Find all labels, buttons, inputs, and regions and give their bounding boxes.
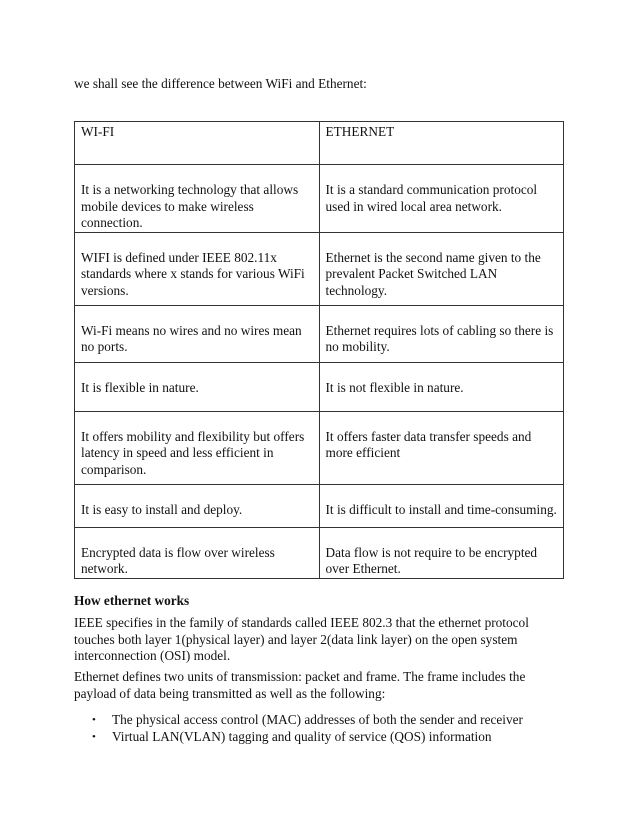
wifi-cell: It is easy to install and deploy. xyxy=(75,484,320,527)
bullet-list xyxy=(74,712,569,746)
table-row xyxy=(75,362,564,411)
bullet-icon: • xyxy=(92,731,96,743)
header-ethernet: ETHERNET xyxy=(319,122,564,165)
table-row xyxy=(75,484,564,527)
ethernet-cell: It is difficult to install and time-consuming. xyxy=(319,484,564,527)
wifi-cell: It is a networking technology that allows mobile devices to make wireless connection. xyxy=(75,165,320,233)
list-item xyxy=(74,712,569,729)
section-heading: How ethernet works xyxy=(74,593,190,608)
ethernet-cell: It is a standard communication protocol used in wired local area network. xyxy=(319,165,564,233)
table-row xyxy=(75,411,564,484)
wifi-cell: Encrypted data is flow over wireless network. xyxy=(75,527,320,578)
paragraph: Ethernet defines two units of transmission: packet and frame. The frame includes the payload of data being transmitted as well as the following: xyxy=(74,669,526,701)
header-wifi: WI-FI xyxy=(75,122,320,165)
ethernet-cell: It is not flexible in nature. xyxy=(319,362,564,411)
intro-text: we shall see the difference between WiFi and Ethernet: xyxy=(74,76,367,91)
list-item-text: Virtual LAN(VLAN) tagging and quality of service (QOS) information xyxy=(112,729,492,744)
ethernet-cell: Data flow is not require to be encrypted over Ethernet. xyxy=(319,527,564,578)
paragraph: IEEE specifies in the family of standards called IEEE 802.3 that the ethernet protocol touches both layer 1(physical layer) and layer 2(data link layer) on the open system interconnection (OSI) model. xyxy=(74,615,529,663)
table-header-row xyxy=(75,122,564,165)
wifi-cell: It is flexible in nature. xyxy=(75,362,320,411)
ethernet-cell: Ethernet requires lots of cabling so there is no mobility. xyxy=(319,305,564,362)
wifi-cell: It offers mobility and flexibility but offers latency in speed and less efficient in comparison. xyxy=(75,411,320,484)
table-row xyxy=(75,305,564,362)
ethernet-cell: It offers faster data transfer speeds and more efficient xyxy=(319,411,564,484)
table-row xyxy=(75,165,564,233)
table-row xyxy=(75,232,564,305)
comparison-table xyxy=(74,121,564,579)
bullet-icon: • xyxy=(92,714,96,726)
ethernet-cell: Ethernet is the second name given to the prevalent Packet Switched LAN technology. xyxy=(319,232,564,305)
list-item xyxy=(74,729,569,746)
list-item-text: The physical access control (MAC) addresses of both the sender and receiver xyxy=(112,712,523,727)
table-row xyxy=(75,527,564,578)
wifi-cell: WIFI is defined under IEEE 802.11x standards where x stands for various WiFi versions. xyxy=(75,232,320,305)
wifi-cell: Wi-Fi means no wires and no wires mean no ports. xyxy=(75,305,320,362)
